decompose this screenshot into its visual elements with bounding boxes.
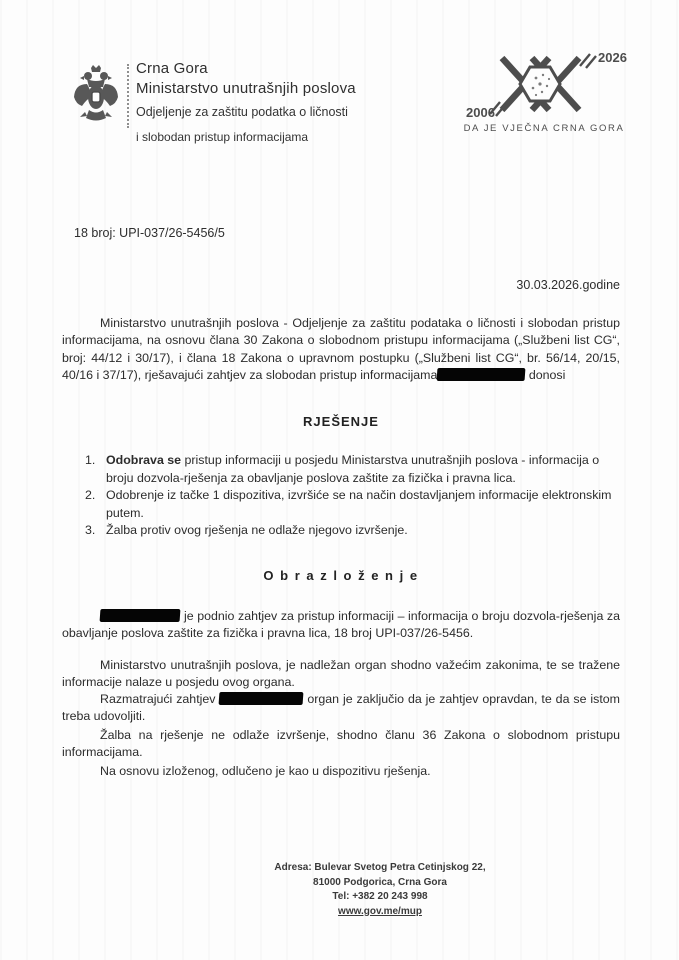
document-date: 30.03.2026.godine	[516, 278, 620, 292]
department-line1: Odjeljenje za zaštitu podatka o ličnosti	[136, 105, 348, 119]
explanation-paragraph-4: Žalba na rješenje ne odlaže izvršenje, shodno članu 36 Zakona o slobodnom pristupu informacijama.	[62, 728, 620, 760]
decision-item-3	[85, 522, 622, 540]
stamp-year-end: 2026	[598, 50, 627, 65]
explanation-title: O b r a z l o ž e n j e	[263, 568, 419, 583]
redaction-bar	[100, 609, 181, 622]
redaction-bar	[437, 368, 526, 381]
item-number: 3.	[85, 523, 96, 538]
country-name: Crna Gora	[136, 60, 208, 77]
ministry-name: Ministarstvo unutrašnjih poslova	[136, 80, 356, 97]
decision-list	[85, 452, 622, 540]
anniversary-stamp-icon	[452, 48, 637, 136]
explanation-paragraph-2: Ministarstvo unutrašnjih poslova, je nadležan organ shodno važećim zakonima, te se tražene informacije nalaze u posjedu ovog organa.	[62, 658, 620, 690]
intro-paragraph	[62, 315, 620, 384]
p1-text: je podnio zahtjev za pristup informaciji – informacija o broju dozvola-rješenja za obavljanje poslova zaštite za fizička i pravna lica, 18 broj UPI-037/26-5456.	[62, 609, 620, 641]
reference-number: 18 broj: UPI-037/26-5456/5	[74, 226, 225, 240]
p3-text-before: Razmatrajući zahtjev	[100, 692, 220, 706]
footer-city: 81000 Podgorica, Crna Gora	[313, 876, 447, 888]
item-number: 2.	[85, 488, 96, 503]
p3-text-after: organ je zaključio da je zahtjev opravdan, te da se istom treba udovoljiti.	[62, 692, 620, 724]
footer	[90, 861, 670, 919]
department-line2: i slobodan pristup informacijama	[136, 130, 309, 144]
footer-phone: Tel: +382 20 243 998	[332, 891, 428, 902]
redaction-bar	[219, 692, 304, 705]
explanation-paragraph-3	[62, 691, 620, 726]
decision-title: RJEŠENJE	[303, 414, 379, 429]
item-text: Žalba protiv ovog rješenja ne odlaže njegovo izvršenje.	[106, 523, 408, 538]
item-number: 1.	[85, 453, 96, 467]
coat-of-arms-icon	[73, 64, 119, 122]
explanation-paragraph-1	[62, 608, 620, 643]
intro-text-after: donosi	[525, 367, 566, 382]
decision-item-1	[85, 452, 622, 487]
item-body: pristup informaciji u posjedu Ministarstva unutrašnjih poslova - informacija o broju dozvola-rješenja za obavljanje poslova zaštite za fizička i pravna lica.	[106, 453, 600, 485]
letterhead	[73, 60, 403, 144]
footer-address: Adresa: Bulevar Svetog Petra Cetinjskog 22,	[274, 862, 486, 873]
stamp-motto: DA JE VJEČNA CRNA GORA	[463, 123, 625, 134]
footer-website-link[interactable]: www.gov.me/mup	[338, 905, 422, 917]
item-text: Odobrenje iz tačke 1 dispozitiva, izvršiće se na način dostavljanjem informacije elektronskim putem.	[106, 488, 612, 520]
decision-item-2	[85, 487, 622, 522]
intro-text-before: Ministarstvo unutrašnjih poslova - Odjeljenje za zaštitu podataka o ličnosti i slobodan pristup informacijama, na osnovu člana 30 Zakona o slobodnom pristupu informacijama („Službeni list CG“, broj: 44/12 i 30/17), i člana 18 Zakona o upravnom postupku („Službeni list CG“, br. 56/14, 20/15, 40/16 i 37/17), rješavajući zahtjev za slobodan pristup informacijama	[62, 316, 620, 382]
item-bold-lead: Odobrava se	[106, 453, 182, 467]
explanation-paragraph-5: Na osnovu izloženog, odlučeno je kao u dispozitivu rješenja.	[100, 764, 431, 778]
item-text	[106, 452, 622, 487]
stamp-year-start: 2006	[466, 105, 495, 120]
header-divider	[127, 64, 129, 128]
